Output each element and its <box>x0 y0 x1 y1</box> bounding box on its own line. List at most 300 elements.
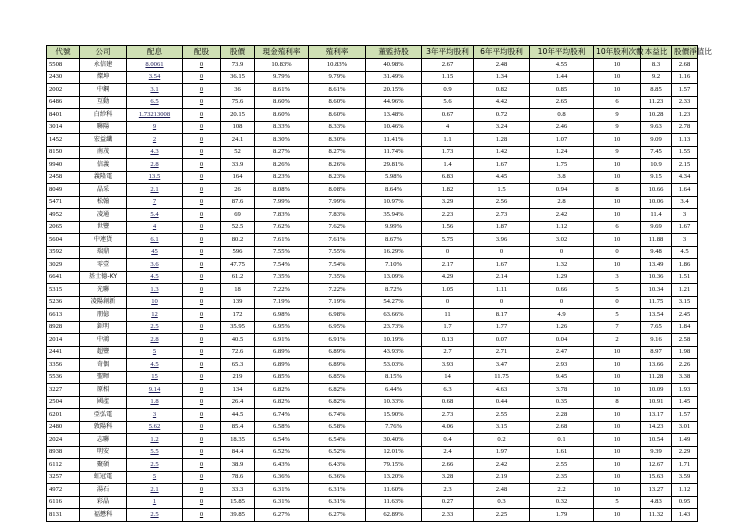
company-cell: 信義 <box>80 159 127 172</box>
avg3-cell: 1.4 <box>422 159 474 172</box>
pb-cell: 1.12 <box>672 484 698 497</box>
cash-dividend-cell[interactable]: 1.8 <box>127 396 183 409</box>
pb-cell: 1.16 <box>672 71 698 84</box>
code-cell: 5315 <box>47 284 80 297</box>
pe-cell: 11.75 <box>641 296 672 309</box>
dividend-count-cell: 10 <box>594 409 641 422</box>
dividend-count-cell: 10 <box>594 359 641 372</box>
pe-cell: 10.06 <box>641 196 672 209</box>
avg3-cell: 0 <box>422 296 474 309</box>
avg3-cell: 2.66 <box>422 459 474 472</box>
cash-yield-cell: 6.43% <box>255 459 309 472</box>
stock-dividend-cell[interactable]: 0 <box>183 384 221 397</box>
cash-dividend-cell[interactable]: 2.8 <box>127 159 183 172</box>
stock-dividend-cell[interactable]: 0 <box>183 509 221 522</box>
code-cell: 2430 <box>47 71 80 84</box>
avg6-cell: 0.82 <box>474 84 530 97</box>
avg10-cell: 2.8 <box>530 196 594 209</box>
header-cell: 配股 <box>183 46 221 59</box>
avg6-cell: 2.19 <box>474 471 530 484</box>
company-cell: 瑞鼎 <box>80 246 127 259</box>
avg3-cell: 5.6 <box>422 96 474 109</box>
pb-cell: 1.23 <box>672 109 698 122</box>
cash-dividend-cell[interactable]: 5.4 <box>127 209 183 222</box>
price-cell: 164 <box>221 171 255 184</box>
price-cell: 39.85 <box>221 509 255 522</box>
cash-dividend-cell[interactable]: 5 <box>127 346 183 359</box>
avg3-cell: 6.3 <box>422 384 474 397</box>
stock-dividend-cell[interactable]: 0 <box>183 434 221 447</box>
cash-yield-cell: 7.62% <box>255 221 309 234</box>
avg6-cell: 0.3 <box>474 496 530 509</box>
yield-cell: 7.62% <box>309 221 366 234</box>
avg3-cell: 1.7 <box>422 321 474 334</box>
cash-yield-cell: 6.74% <box>255 409 309 422</box>
company-cell: 燦坤 <box>80 71 127 84</box>
avg10-cell: 1.12 <box>530 221 594 234</box>
cash-dividend-cell[interactable]: 9 <box>127 121 183 134</box>
cash-dividend-cell[interactable]: 6.5 <box>127 96 183 109</box>
avg6-cell: 1.28 <box>474 134 530 147</box>
cash-dividend-cell[interactable]: 10 <box>127 296 183 309</box>
avg10-cell: 2.2 <box>530 484 594 497</box>
table-row <box>47 309 698 322</box>
cash-dividend-cell[interactable]: 3 <box>127 409 183 422</box>
price-cell: 26.4 <box>221 396 255 409</box>
dividend-count-cell: 0 <box>594 246 641 259</box>
cash-dividend-cell[interactable]: 6.1 <box>127 234 183 247</box>
pb-cell: 3 <box>672 234 698 247</box>
director-holding-cell: 13.48% <box>366 109 422 122</box>
code-cell: 8049 <box>47 184 80 197</box>
pe-cell: 10.36 <box>641 271 672 284</box>
cash-dividend-cell[interactable]: 2.5 <box>127 509 183 522</box>
stock-dividend-cell[interactable]: 0 <box>183 371 221 384</box>
stock-dividend-cell[interactable]: 0 <box>183 146 221 159</box>
director-holding-cell: 35.94% <box>366 209 422 222</box>
pe-cell: 13.17 <box>641 409 672 422</box>
pb-cell: 2.29 <box>672 446 698 459</box>
cash-yield-cell: 8.33% <box>255 121 309 134</box>
code-cell: 6201 <box>47 409 80 422</box>
avg10-cell: 0.1 <box>530 434 594 447</box>
yield-cell: 6.74% <box>309 409 366 422</box>
pb-cell: 4.5 <box>672 246 698 259</box>
pe-cell: 11.32 <box>641 509 672 522</box>
avg6-cell: 1.77 <box>474 321 530 334</box>
dividend-count-cell: 10 <box>594 471 641 484</box>
dividend-count-cell: 10 <box>594 71 641 84</box>
cash-dividend-cell[interactable]: 4.5 <box>127 359 183 372</box>
header-cell: 10年股利次數 <box>594 46 641 59</box>
avg10-cell: 4.55 <box>530 59 594 72</box>
code-cell: 5471 <box>47 196 80 209</box>
avg6-cell: 1.87 <box>474 221 530 234</box>
stock-dividend-cell[interactable]: 0 <box>183 321 221 334</box>
avg10-cell: 2.65 <box>530 96 594 109</box>
pe-cell: 10.34 <box>641 284 672 297</box>
avg6-cell: 1.42 <box>474 146 530 159</box>
code-cell: 2458 <box>47 171 80 184</box>
cash-yield-cell: 6.31% <box>255 496 309 509</box>
company-cell: 明安 <box>80 446 127 459</box>
avg3-cell: 2.73 <box>422 409 474 422</box>
company-cell: 晶采 <box>80 184 127 197</box>
table-row <box>47 334 698 347</box>
avg10-cell: 2.46 <box>530 121 594 134</box>
price-cell: 85.4 <box>221 421 255 434</box>
price-cell: 73.9 <box>221 59 255 72</box>
yield-cell: 8.61% <box>309 84 366 97</box>
stock-dividend-cell[interactable]: 0 <box>183 109 221 122</box>
cash-dividend-cell[interactable]: 2.8 <box>127 334 183 347</box>
stock-dividend-cell[interactable]: 0 <box>183 246 221 259</box>
code-cell: 3029 <box>47 259 80 272</box>
pe-cell: 15.63 <box>641 471 672 484</box>
avg3-cell: 0.9 <box>422 84 474 97</box>
table-row <box>47 159 698 172</box>
pb-cell: 2.78 <box>672 121 698 134</box>
company-cell: 世豐 <box>80 221 127 234</box>
header-cell: 3年平均股利 <box>422 46 474 59</box>
cash-dividend-cell[interactable]: 2.5 <box>127 321 183 334</box>
code-cell: 5236 <box>47 296 80 309</box>
stock-dividend-cell[interactable]: 0 <box>183 296 221 309</box>
avg6-cell: 1.67 <box>474 159 530 172</box>
avg3-cell: 4.29 <box>422 271 474 284</box>
dividend-count-cell: 2 <box>594 334 641 347</box>
cash-dividend-cell[interactable]: 2.1 <box>127 484 183 497</box>
pe-cell: 9.09 <box>641 134 672 147</box>
avg10-cell: 0 <box>530 296 594 309</box>
stock-dividend-cell[interactable]: 0 <box>183 209 221 222</box>
table-row <box>47 121 698 134</box>
avg10-cell: 0.04 <box>530 334 594 347</box>
company-cell: 超豐 <box>80 346 127 359</box>
stock-dividend-cell[interactable]: 0 <box>183 159 221 172</box>
stock-dividend-cell[interactable]: 0 <box>183 71 221 84</box>
director-holding-cell: 30.40% <box>366 434 422 447</box>
code-cell: 2504 <box>47 396 80 409</box>
pb-cell: 1.64 <box>672 184 698 197</box>
yield-cell: 8.60% <box>309 109 366 122</box>
company-cell: 凌陽創新 <box>80 296 127 309</box>
pe-cell: 10.28 <box>641 109 672 122</box>
pb-cell: 0.95 <box>672 496 698 509</box>
pe-cell: 9.16 <box>641 334 672 347</box>
pe-cell: 9.15 <box>641 171 672 184</box>
company-cell: 鉅明 <box>80 321 127 334</box>
table-row <box>47 434 698 447</box>
director-holding-cell: 31.49% <box>366 71 422 84</box>
stock-dividend-cell[interactable]: 0 <box>183 234 221 247</box>
avg6-cell: 0 <box>474 246 530 259</box>
director-holding-cell: 8.64% <box>366 184 422 197</box>
director-holding-cell: 13.09% <box>366 271 422 284</box>
price-cell: 596 <box>221 246 255 259</box>
avg3-cell: 0.27 <box>422 496 474 509</box>
cash-yield-cell: 6.36% <box>255 471 309 484</box>
avg6-cell: 3.47 <box>474 359 530 372</box>
yield-cell: 7.55% <box>309 246 366 259</box>
pe-cell: 13.49 <box>641 259 672 272</box>
price-cell: 36.15 <box>221 71 255 84</box>
avg6-cell: 2.73 <box>474 209 530 222</box>
stock-dividend-cell[interactable]: 0 <box>183 284 221 297</box>
stock-dividend-cell[interactable]: 0 <box>183 59 221 72</box>
pb-cell: 3.4 <box>672 196 698 209</box>
director-holding-cell: 62.89% <box>366 509 422 522</box>
pb-cell: 1.98 <box>672 346 698 359</box>
dividend-count-cell: 10 <box>594 209 641 222</box>
cash-dividend-cell[interactable]: 12 <box>127 309 183 322</box>
cash-dividend-cell[interactable]: 1.73213008 <box>127 109 183 122</box>
stock-dividend-cell[interactable]: 0 <box>183 171 221 184</box>
pe-cell: 10.9 <box>641 159 672 172</box>
pe-cell: 7.65 <box>641 321 672 334</box>
price-cell: 139 <box>221 296 255 309</box>
cash-dividend-cell[interactable]: 1.3 <box>127 284 183 297</box>
table-row <box>47 484 698 497</box>
cash-yield-cell: 7.54% <box>255 259 309 272</box>
avg3-cell: 5.75 <box>422 234 474 247</box>
cash-dividend-cell[interactable]: 4 <box>127 221 183 234</box>
table-row <box>47 284 698 297</box>
avg6-cell: 1.97 <box>474 446 530 459</box>
stock-dividend-cell[interactable]: 0 <box>183 184 221 197</box>
pe-cell: 9.63 <box>641 121 672 134</box>
cash-dividend-cell[interactable]: 5.5 <box>127 446 183 459</box>
table-row <box>47 321 698 334</box>
stock-dividend-cell[interactable]: 0 <box>183 309 221 322</box>
company-cell: 南茂 <box>80 146 127 159</box>
dividend-count-cell: 8 <box>594 184 641 197</box>
pe-cell: 7.45 <box>641 146 672 159</box>
avg3-cell: 0.4 <box>422 434 474 447</box>
cash-yield-cell: 9.79% <box>255 71 309 84</box>
director-holding-cell: 20.15% <box>366 84 422 97</box>
cash-yield-cell: 6.58% <box>255 421 309 434</box>
code-cell: 6112 <box>47 459 80 472</box>
code-cell: 3257 <box>47 471 80 484</box>
stock-dividend-cell[interactable]: 0 <box>183 259 221 272</box>
company-cell: 湯石 <box>80 484 127 497</box>
avg6-cell: 1.67 <box>474 259 530 272</box>
pb-cell: 3.38 <box>672 371 698 384</box>
dividend-count-cell: 9 <box>594 121 641 134</box>
dividend-count-cell: 3 <box>594 271 641 284</box>
code-cell: 2024 <box>47 434 80 447</box>
avg10-cell: 0.8 <box>530 109 594 122</box>
cash-dividend-cell[interactable]: 2.5 <box>127 459 183 472</box>
director-holding-cell: 23.73% <box>366 321 422 334</box>
avg6-cell: 8.17 <box>474 309 530 322</box>
pb-cell: 1.45 <box>672 396 698 409</box>
pe-cell: 10.54 <box>641 434 672 447</box>
pb-cell: 1.71 <box>672 459 698 472</box>
yield-cell: 6.91% <box>309 334 366 347</box>
stock-dividend-cell[interactable]: 0 <box>183 359 221 372</box>
cash-dividend-cell[interactable]: 15 <box>127 371 183 384</box>
avg6-cell: 4.45 <box>474 171 530 184</box>
stock-dividend-cell[interactable]: 0 <box>183 496 221 509</box>
cash-dividend-cell[interactable]: 13.5 <box>127 171 183 184</box>
cash-yield-cell: 6.85% <box>255 371 309 384</box>
dividend-count-cell: 10 <box>594 171 641 184</box>
director-holding-cell: 7.10% <box>366 259 422 272</box>
yield-cell: 8.30% <box>309 134 366 147</box>
dividend-count-cell: 8 <box>594 396 641 409</box>
company-cell: 彩晶 <box>80 496 127 509</box>
pe-cell: 9.69 <box>641 221 672 234</box>
price-cell: 52 <box>221 146 255 159</box>
cash-yield-cell: 7.61% <box>255 234 309 247</box>
avg3-cell: 1.56 <box>422 221 474 234</box>
pb-cell: 2.26 <box>672 359 698 372</box>
avg10-cell: 1.29 <box>530 271 594 284</box>
cash-dividend-cell[interactable]: 5 <box>127 471 183 484</box>
code-cell: 6641 <box>47 271 80 284</box>
yield-cell: 6.89% <box>309 346 366 359</box>
dividend-count-cell: 7 <box>594 321 641 334</box>
price-cell: 38.9 <box>221 459 255 472</box>
code-cell: 4952 <box>47 209 80 222</box>
stock-dividend-cell[interactable]: 0 <box>183 334 221 347</box>
company-cell: 基士德-KY <box>80 271 127 284</box>
stock-dividend-cell[interactable]: 0 <box>183 221 221 234</box>
yield-cell: 6.27% <box>309 509 366 522</box>
price-cell: 47.75 <box>221 259 255 272</box>
stock-dividend-cell[interactable]: 0 <box>183 471 221 484</box>
table-row <box>47 459 698 472</box>
stock-dividend-cell[interactable]: 0 <box>183 446 221 459</box>
price-cell: 61.2 <box>221 271 255 284</box>
cash-dividend-cell[interactable]: 7 <box>127 196 183 209</box>
director-holding-cell: 10.33% <box>366 396 422 409</box>
stock-dividend-cell[interactable]: 0 <box>183 346 221 359</box>
yield-cell: 7.61% <box>309 234 366 247</box>
price-cell: 40.5 <box>221 334 255 347</box>
dividend-count-cell: 10 <box>594 421 641 434</box>
cash-dividend-cell[interactable]: 8.0061 <box>127 59 183 72</box>
avg6-cell: 2.14 <box>474 271 530 284</box>
avg10-cell: 1.24 <box>530 146 594 159</box>
avg3-cell: 1.1 <box>422 134 474 147</box>
cash-yield-cell: 7.99% <box>255 196 309 209</box>
code-cell: 2480 <box>47 421 80 434</box>
cash-yield-cell: 7.83% <box>255 209 309 222</box>
avg3-cell: 4.06 <box>422 421 474 434</box>
cash-dividend-cell[interactable]: 3.1 <box>127 84 183 97</box>
director-holding-cell: 8.72% <box>366 284 422 297</box>
stock-dividend-cell[interactable]: 0 <box>183 134 221 147</box>
pb-cell: 2.58 <box>672 334 698 347</box>
cash-dividend-cell[interactable]: 4.3 <box>127 146 183 159</box>
avg6-cell: 0.72 <box>474 109 530 122</box>
cash-yield-cell: 7.35% <box>255 271 309 284</box>
avg3-cell: 11 <box>422 309 474 322</box>
code-cell: 6613 <box>47 309 80 322</box>
cash-yield-cell: 6.82% <box>255 396 309 409</box>
stock-dividend-cell[interactable]: 0 <box>183 484 221 497</box>
avg3-cell: 0.13 <box>422 334 474 347</box>
stock-dividend-cell[interactable]: 0 <box>183 271 221 284</box>
table-row <box>47 346 698 359</box>
code-cell: 3592 <box>47 246 80 259</box>
cash-dividend-cell[interactable]: 5.62 <box>127 421 183 434</box>
table-row <box>47 84 698 97</box>
avg10-cell: 0.94 <box>530 184 594 197</box>
table-row <box>47 359 698 372</box>
cash-dividend-cell[interactable]: 3.54 <box>127 71 183 84</box>
avg10-cell: 3.78 <box>530 384 594 397</box>
yield-cell: 6.89% <box>309 359 366 372</box>
table-row <box>47 196 698 209</box>
pb-cell: 3.01 <box>672 421 698 434</box>
company-cell: 光聯 <box>80 284 127 297</box>
cash-dividend-cell[interactable]: 1 <box>127 496 183 509</box>
pb-cell: 1.55 <box>672 146 698 159</box>
stock-dividend-cell[interactable]: 0 <box>183 409 221 422</box>
avg6-cell: 0.2 <box>474 434 530 447</box>
avg6-cell: 0.44 <box>474 396 530 409</box>
table-row <box>47 421 698 434</box>
avg3-cell: 0 <box>422 246 474 259</box>
code-cell: 6486 <box>47 96 80 109</box>
code-cell: 2065 <box>47 221 80 234</box>
dividend-count-cell: 10 <box>594 446 641 459</box>
avg10-cell: 2.28 <box>530 409 594 422</box>
stock-dividend-cell[interactable]: 0 <box>183 421 221 434</box>
cash-dividend-cell[interactable]: 2 <box>127 134 183 147</box>
avg6-cell: 2.48 <box>474 484 530 497</box>
avg3-cell: 0.67 <box>422 109 474 122</box>
pb-cell: 1.67 <box>672 221 698 234</box>
cash-dividend-cell[interactable]: 1.2 <box>127 434 183 447</box>
cash-dividend-cell[interactable]: 9.14 <box>127 384 183 397</box>
avg3-cell: 1.05 <box>422 284 474 297</box>
company-cell: 宏益纖 <box>80 134 127 147</box>
company-cell: 松翰 <box>80 196 127 209</box>
cash-dividend-cell[interactable]: 3.6 <box>127 259 183 272</box>
cash-yield-cell: 8.26% <box>255 159 309 172</box>
avg10-cell: 0.85 <box>530 84 594 97</box>
table-row <box>47 259 698 272</box>
stock-dividend-cell[interactable]: 0 <box>183 459 221 472</box>
avg10-cell: 2.93 <box>530 359 594 372</box>
code-cell: 8150 <box>47 146 80 159</box>
stock-dividend-cell[interactable]: 0 <box>183 84 221 97</box>
pb-cell: 3.15 <box>672 296 698 309</box>
yield-cell: 6.58% <box>309 421 366 434</box>
stock-dividend-cell[interactable]: 0 <box>183 196 221 209</box>
cash-dividend-cell[interactable]: 2.1 <box>127 184 183 197</box>
table-row <box>47 96 698 109</box>
stock-dividend-cell[interactable]: 0 <box>183 121 221 134</box>
cash-dividend-cell[interactable]: 4.5 <box>127 271 183 284</box>
dividend-count-cell: 6 <box>594 221 641 234</box>
pe-cell: 13.66 <box>641 359 672 372</box>
code-cell: 3227 <box>47 384 80 397</box>
stock-dividend-cell[interactable]: 0 <box>183 96 221 109</box>
price-cell: 75.6 <box>221 96 255 109</box>
avg3-cell: 2.17 <box>422 259 474 272</box>
cash-dividend-cell[interactable]: 45 <box>127 246 183 259</box>
stock-dividend-cell[interactable]: 0 <box>183 396 221 409</box>
pb-cell: 1.57 <box>672 84 698 97</box>
avg10-cell: 2.35 <box>530 471 594 484</box>
yield-cell: 10.83% <box>309 59 366 72</box>
